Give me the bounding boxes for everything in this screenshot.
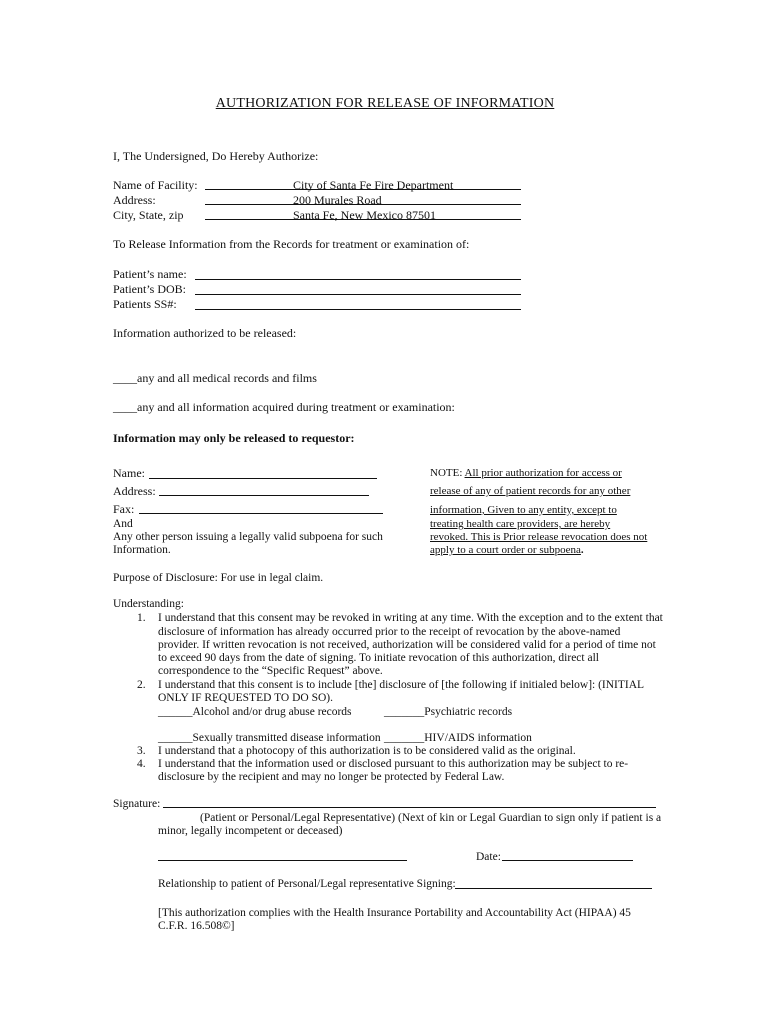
patient-name-label: Patient’s name: xyxy=(113,267,187,281)
relationship-label: Relationship to patient of Personal/Legal representative Signing: xyxy=(158,878,456,890)
facility-name-label: Name of Facility: xyxy=(113,178,198,192)
signature-rep-line-1: (Patient or Personal/Legal Representative) (Next of kin or Legal Guardian to sign only if patient is a xyxy=(200,812,662,824)
signature-label: Signature: xyxy=(113,798,161,810)
option-all-information[interactable]: ____any and all information acquired during treatment or examination: xyxy=(113,400,455,414)
note-text-1: All prior authorization for access or xyxy=(464,467,622,479)
requestor-name-field[interactable] xyxy=(149,478,377,479)
requestor-heading: Information may only be released to requestor: xyxy=(113,431,355,445)
facility-address-value[interactable]: 200 Murales Road xyxy=(293,193,382,207)
understanding-heading: Understanding: xyxy=(113,598,184,610)
note-period: . xyxy=(580,544,584,556)
item-3-number: 3. xyxy=(137,745,146,757)
page-title: AUTHORIZATION FOR RELEASE OF INFORMATION xyxy=(215,96,555,111)
note-text-6: apply to a court order or subpoena xyxy=(430,544,581,556)
requestor-name-label: Name: xyxy=(113,466,145,480)
item-1-number: 1. xyxy=(137,612,146,624)
initial-std-information[interactable]: ______Sexually transmitted disease information xyxy=(158,732,381,744)
note-prefix: NOTE: xyxy=(430,467,465,479)
hipaa-line-2: C.F.R. 16.508©] xyxy=(158,920,235,932)
relationship-field[interactable] xyxy=(455,888,652,889)
hipaa-line-1: [This authorization complies with the Health Insurance Portability and Accountability Act (HIPAA) 45 xyxy=(158,907,631,919)
requestor-fax-field[interactable] xyxy=(139,513,383,514)
item-2-number: 2. xyxy=(137,679,146,691)
note-line-4: treating health care providers, are hereby xyxy=(430,518,611,530)
patient-dob-field[interactable] xyxy=(195,294,521,295)
info-authorized-label: Information authorized to be released: xyxy=(113,326,297,340)
date-label: Date: xyxy=(476,851,501,863)
patient-ss-field[interactable] xyxy=(195,309,521,310)
patient-name-field[interactable] xyxy=(195,279,521,280)
requestor-fax-label: Fax: xyxy=(113,502,135,516)
item-4-line-1: I understand that the information used or disclosed pursuant to this authorization may be subject to re- xyxy=(158,758,629,770)
initial-alcohol-records[interactable]: ______Alcohol and/or drug abuse records xyxy=(158,706,352,718)
item-1-line-4: to exceed 90 days from the date of signing. To initiate revocation of this authorization, direct all xyxy=(158,652,599,664)
item-3-text: I understand that a photocopy of this authorization is to be considered valid as the original. xyxy=(158,745,576,757)
item-4-number: 4. xyxy=(137,758,146,770)
note-line-5: revoked. This is Prior release revocation does not xyxy=(430,531,648,543)
intro-text: I, The Undersigned, Do Hereby Authorize: xyxy=(113,149,319,163)
initial-hiv-information[interactable]: _______HIV/AIDS information xyxy=(384,732,532,744)
requestor-information: Information. xyxy=(113,544,171,556)
requestor-address-label: Address: xyxy=(113,484,156,498)
facility-address-label: Address: xyxy=(113,193,156,207)
facility-name-value[interactable]: City of Santa Fe Fire Department xyxy=(293,178,454,192)
facility-city-value[interactable]: Santa Fe, New Mexico 87501 xyxy=(293,208,436,222)
item-1-line-2: disclosure of information has already occurred prior to the receipt of revocation by the above-named xyxy=(158,626,621,638)
item-1-line-1: I understand that this consent may be revoked in writing at any time. With the exception and to the extent that xyxy=(158,612,663,624)
note-line-6 xyxy=(430,543,584,557)
note-line-2: release of any of patient records for any other xyxy=(430,485,631,497)
facility-city-label: City, State, zip xyxy=(113,208,184,222)
item-1-line-5: correspondence to the “Specific Request” above. xyxy=(158,665,383,677)
requestor-subpoena: Any other person issuing a legally valid subpoena for such xyxy=(113,531,383,543)
second-signature-field[interactable] xyxy=(158,860,407,861)
date-field[interactable] xyxy=(502,860,633,861)
item-2-line-2: ONLY IF REQUESTED TO DO SO). xyxy=(158,692,333,704)
requestor-address-field[interactable] xyxy=(159,495,369,496)
option-medical-records[interactable]: ____any and all medical records and films xyxy=(113,371,317,385)
note-line-1 xyxy=(430,466,622,480)
item-1-line-3: provider. If written revocation is not received, authorization will be considered valid for a period of time not xyxy=(158,639,656,651)
purpose-of-disclosure: Purpose of Disclosure: For use in legal claim. xyxy=(113,572,324,584)
requestor-and: And xyxy=(113,518,133,530)
signature-rep-line-2: minor, legally incompetent or deceased) xyxy=(158,825,343,837)
release-intro: To Release Information from the Records for treatment or examination of: xyxy=(113,237,470,251)
signature-field[interactable] xyxy=(163,807,656,808)
patient-ss-label: Patients SS#: xyxy=(113,297,177,311)
patient-dob-label: Patient’s DOB: xyxy=(113,282,187,296)
item-4-line-2: disclosure by the recipient and may no longer be protected by Federal Law. xyxy=(158,771,505,783)
initial-psychiatric-records[interactable]: _______Psychiatric records xyxy=(384,706,513,718)
note-line-3: information, Given to any entity, except to xyxy=(430,504,617,516)
item-2-line-1: I understand that this consent is to include [the] disclosure of [the following if initialed below]: (INITIAL xyxy=(158,679,645,691)
